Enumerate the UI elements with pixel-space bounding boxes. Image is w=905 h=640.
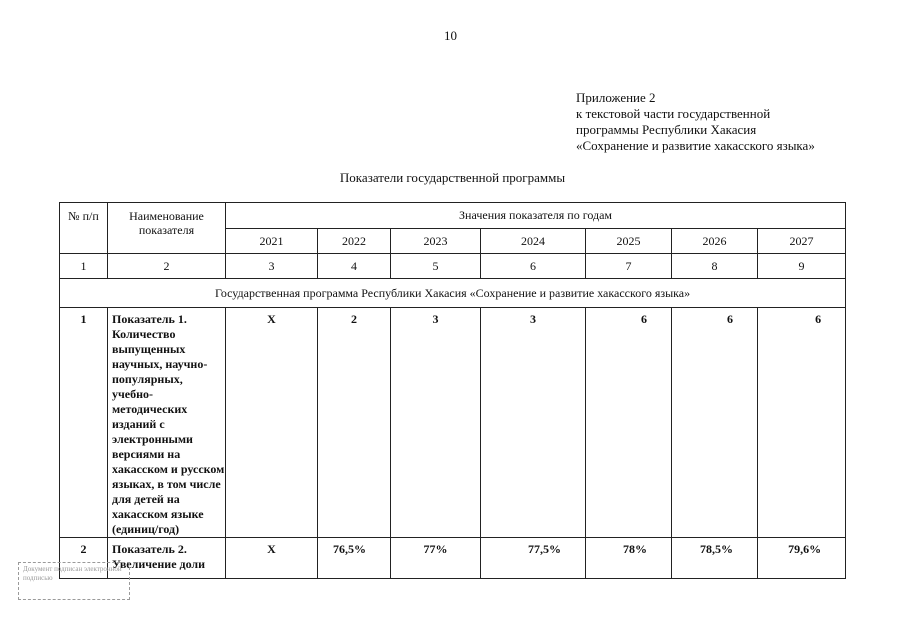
column-number: 7 [586, 254, 672, 279]
indicators-table [59, 202, 846, 579]
header-year: 2026 [672, 229, 758, 254]
header-year: 2022 [318, 229, 391, 254]
column-number: 6 [481, 254, 586, 279]
row-value: Х [226, 538, 318, 579]
row-num: 1 [60, 308, 108, 538]
row-value: 6 [672, 308, 758, 538]
appendix-block [576, 90, 815, 154]
column-number: 9 [758, 254, 846, 279]
header-values-by-year: Значения показателя по годам [226, 203, 846, 229]
table-row [60, 538, 846, 579]
header-year: 2021 [226, 229, 318, 254]
row-name: Показатель 2. Увеличение доли [108, 538, 226, 579]
column-number: 2 [108, 254, 226, 279]
column-number: 8 [672, 254, 758, 279]
row-value: 76,5% [318, 538, 391, 579]
row-value: Х [226, 308, 318, 538]
page-number: 10 [444, 28, 457, 43]
header-year: 2027 [758, 229, 846, 254]
column-number: 5 [391, 254, 481, 279]
column-number: 4 [318, 254, 391, 279]
header-year: 2023 [391, 229, 481, 254]
appendix-line: программы Республики Хакасия [576, 122, 757, 137]
header-num: № п/п [60, 203, 108, 254]
header-year: 2024 [481, 229, 586, 254]
row-value: 6 [586, 308, 672, 538]
row-value: 79,6% [758, 538, 846, 579]
row-value: 3 [481, 308, 586, 538]
row-num: 2 [60, 538, 108, 579]
row-value: 2 [318, 308, 391, 538]
program-row: Государственная программа Республики Хакасия «Сохранение и развитие хакасского языка» [60, 279, 846, 308]
header-year: 2025 [586, 229, 672, 254]
electronic-signature-stamp: Документ подписан электронной подписью [18, 562, 130, 600]
document-title: Показатели государственной программы [339, 170, 566, 185]
appendix-line: «Сохранение и развитие хакасского языка» [576, 138, 815, 153]
row-value: 3 [391, 308, 481, 538]
column-number: 3 [226, 254, 318, 279]
column-number: 1 [60, 254, 108, 279]
row-value: 6 [758, 308, 846, 538]
row-value: 78% [586, 538, 672, 579]
header-name: Наименование показателя [108, 203, 226, 254]
row-name: Показатель 1. Количество выпущенных научных, научно-популярных, учебно-методических изданий с электронными версиями на хакасском и русском языках, в том числе для детей на хакасском языке (единиц/год) [108, 308, 226, 538]
appendix-line: к текстовой части государственной [576, 106, 771, 121]
appendix-line: Приложение 2 [576, 90, 656, 105]
row-value: 77,5% [481, 538, 586, 579]
row-value: 77% [391, 538, 481, 579]
row-value: 78,5% [672, 538, 758, 579]
table-row [60, 308, 846, 538]
